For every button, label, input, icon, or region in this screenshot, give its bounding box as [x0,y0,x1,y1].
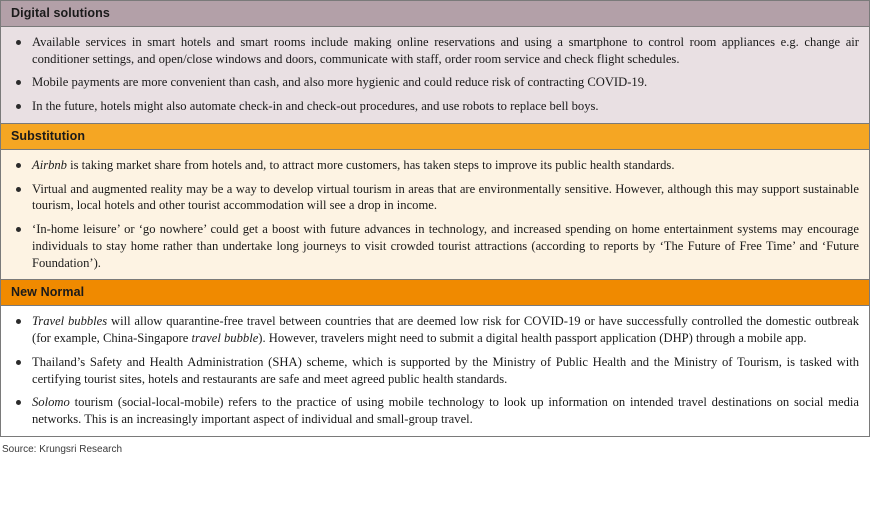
bullet-item [11,74,859,91]
section-body-substitution [1,150,869,279]
bullet-text: will allow quarantine-free travel between countries that are deemed low risk for COVID-19 or have successfully controlled the domestic outbreak (for example, China-Singapore [32,314,860,346]
bullet-list [11,157,859,271]
bullet-item [11,34,859,67]
bullet-text: Virtual and augmented reality may be a way to develop virtual tourism in areas that are environmentally sensitive. However, although this may support sustainable tourism, local hotels and other tourist accommodation will see a drop in income. [32,181,859,213]
section-new-normal [0,279,870,436]
bullet-item [11,157,859,174]
section-body-new-normal [1,306,869,435]
bullet-list [11,34,859,115]
section-header-new-normal: New Normal [1,280,869,306]
bullet-item [11,98,859,115]
section-substitution [0,123,870,279]
bullet-item [11,221,859,271]
bullet-item [11,313,859,346]
emphasis-text: travel bubble [191,331,259,346]
section-header-digital-solutions: Digital solutions [1,1,869,27]
bullet-item [11,354,859,387]
emphasis-text: Solomo [32,395,70,410]
bullet-text: Mobile payments are more convenient than cash, and also more hygienic and could reduce risk of contracting COVID-19. [32,75,648,90]
bullet-text: is taking market share from hotels and, to attract more customers, has taken steps to improve its public health standards. [66,157,675,172]
bullet-item [11,394,859,427]
section-header-substitution: Substitution [1,124,869,150]
section-digital-solutions [0,0,870,123]
bullet-text: ‘In-home leisure’ or ‘go nowhere’ could get a boost with future advances in technology, and increased spending on home entertainment systems may encourage individuals to stay home rather than undertake long journeys to visit crowded tourist attractions (according to reports by ‘The Future of Free Time’ and ‘Future Foundation’). [32,222,859,270]
bullet-text: Thailand’s Safety and Health Administration (SHA) scheme, which is supported by the Ministry of Public Health and the Ministry of Tourism, is tasked with certifying tourist sites, hotels and restaurants are safe and meet agreed public health standards. [32,354,859,386]
bullet-text: In the future, hotels might also automate check-in and check-out procedures, and use robots to replace bell boys. [32,99,599,114]
emphasis-text: Travel bubbles [32,314,108,329]
bullet-text: Available services in smart hotels and smart rooms include making online reservations and using a smartphone to control room appliances e.g. change air conditioner settings, and open/close windows and doors, communicate with staff, order room service and check flight schedules. [32,35,859,66]
bullet-text: ). However, travelers might need to submit a digital health passport application (DHP) through a mobile app. [258,331,807,346]
bullet-list [11,313,859,427]
source-note: Source: Krungsri Research [2,443,123,455]
section-body-digital-solutions [1,27,869,123]
bullet-text: tourism (social-local-mobile) refers to the practice of using mobile technology to look up information on intended travel destinations on social media networks. This is an increasingly important aspect of individual and small-group travel. [32,395,859,427]
emphasis-text: Airbnb [32,157,67,172]
bullet-item [11,181,859,214]
